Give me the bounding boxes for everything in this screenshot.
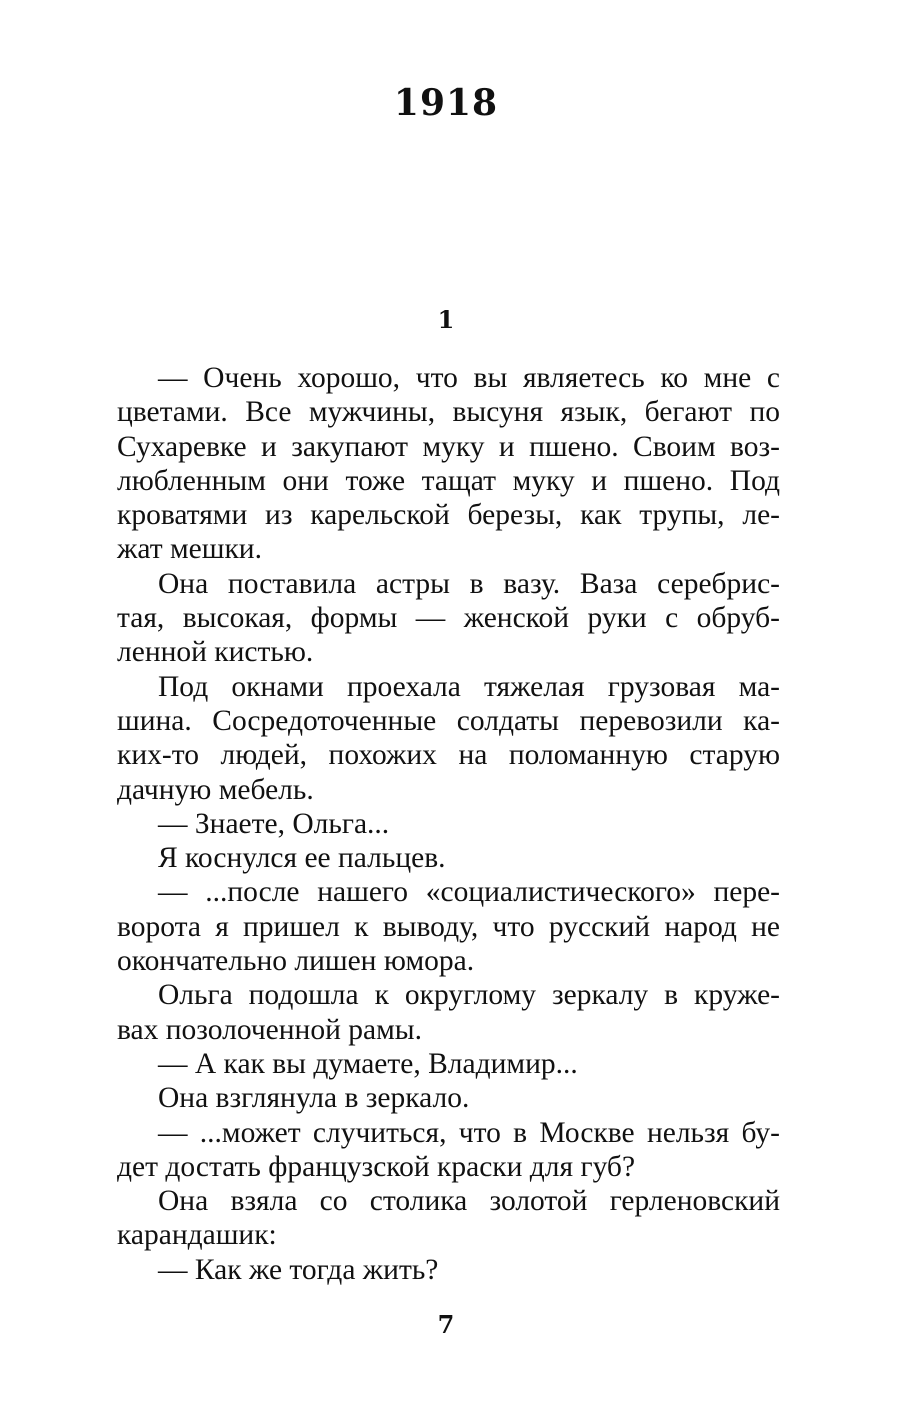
text-line: ленной кистью.	[117, 636, 314, 669]
paragraph	[117, 841, 780, 875]
paragraph	[117, 978, 780, 1047]
paragraph	[117, 1116, 780, 1185]
text-line: Она взяла со столика золотой герленовский	[158, 1185, 780, 1218]
text-line: ворота я пришел к выводу, что русский народ не	[117, 910, 780, 943]
paragraph	[117, 875, 780, 978]
text-line: Я коснулся ее пальцев.	[158, 842, 446, 875]
body-text	[117, 361, 780, 1287]
text-line: Ольга подошла к округлому зеркалу в круже-	[158, 979, 780, 1012]
paragraph	[117, 1081, 780, 1115]
text-line: — Как же тогда жить?	[158, 1253, 439, 1286]
text-line: — Знаете, Ольга...	[158, 807, 390, 840]
paragraph	[117, 1047, 780, 1081]
paragraph	[117, 1253, 780, 1287]
text-line: кроватями из карельской березы, как трупы, ле-	[117, 499, 780, 532]
paragraph	[117, 361, 780, 567]
text-line: дет достать французской краски для губ?	[117, 1150, 636, 1183]
text-line: Она поставила астры в вазу. Ваза серебрис-	[158, 567, 780, 600]
text-line: любленным они тоже тащат муку и пшено. Под	[117, 464, 780, 497]
paragraph	[117, 567, 780, 670]
text-line: шина. Сосредоточенные солдаты перевозили ка-	[117, 704, 780, 737]
page-number: 7	[437, 1310, 455, 1339]
text-line: — А как вы думаете, Владимир...	[158, 1047, 578, 1080]
text-line: ких-то людей, похожих на поломанную старую	[117, 739, 780, 772]
text-line: вах позолоченной рамы.	[117, 1013, 422, 1046]
text-line: — ...после нашего «социалистического» пере-	[158, 876, 780, 909]
text-line: цветами. Все мужчины, высуня язык, бегают по	[117, 396, 780, 429]
text-line: дачную мебель.	[117, 773, 314, 806]
text-line: тая, высокая, формы — женской руки с обруб-	[117, 602, 780, 635]
text-line: — Очень хорошо, что вы являетесь ко мне с	[158, 362, 780, 394]
part-title: 1918	[393, 82, 499, 124]
text-line: Сухаревке и закупают муку и пшено. Своим воз-	[117, 430, 780, 463]
text-line: — ...может случиться, что в Москве нельзя бу-	[158, 1116, 780, 1149]
text-line: Она взглянула в зеркало.	[158, 1082, 470, 1115]
paragraph	[117, 807, 780, 841]
text-line: Под окнами проехала тяжелая грузовая ма-	[158, 670, 780, 703]
chapter-number: 1	[437, 305, 455, 334]
text-line: карандашик:	[117, 1219, 277, 1252]
text-line: окончательно лишен юмора.	[117, 945, 475, 978]
text-line: жат мешки.	[117, 533, 262, 566]
paragraph	[117, 1184, 780, 1253]
paragraph	[117, 670, 780, 807]
